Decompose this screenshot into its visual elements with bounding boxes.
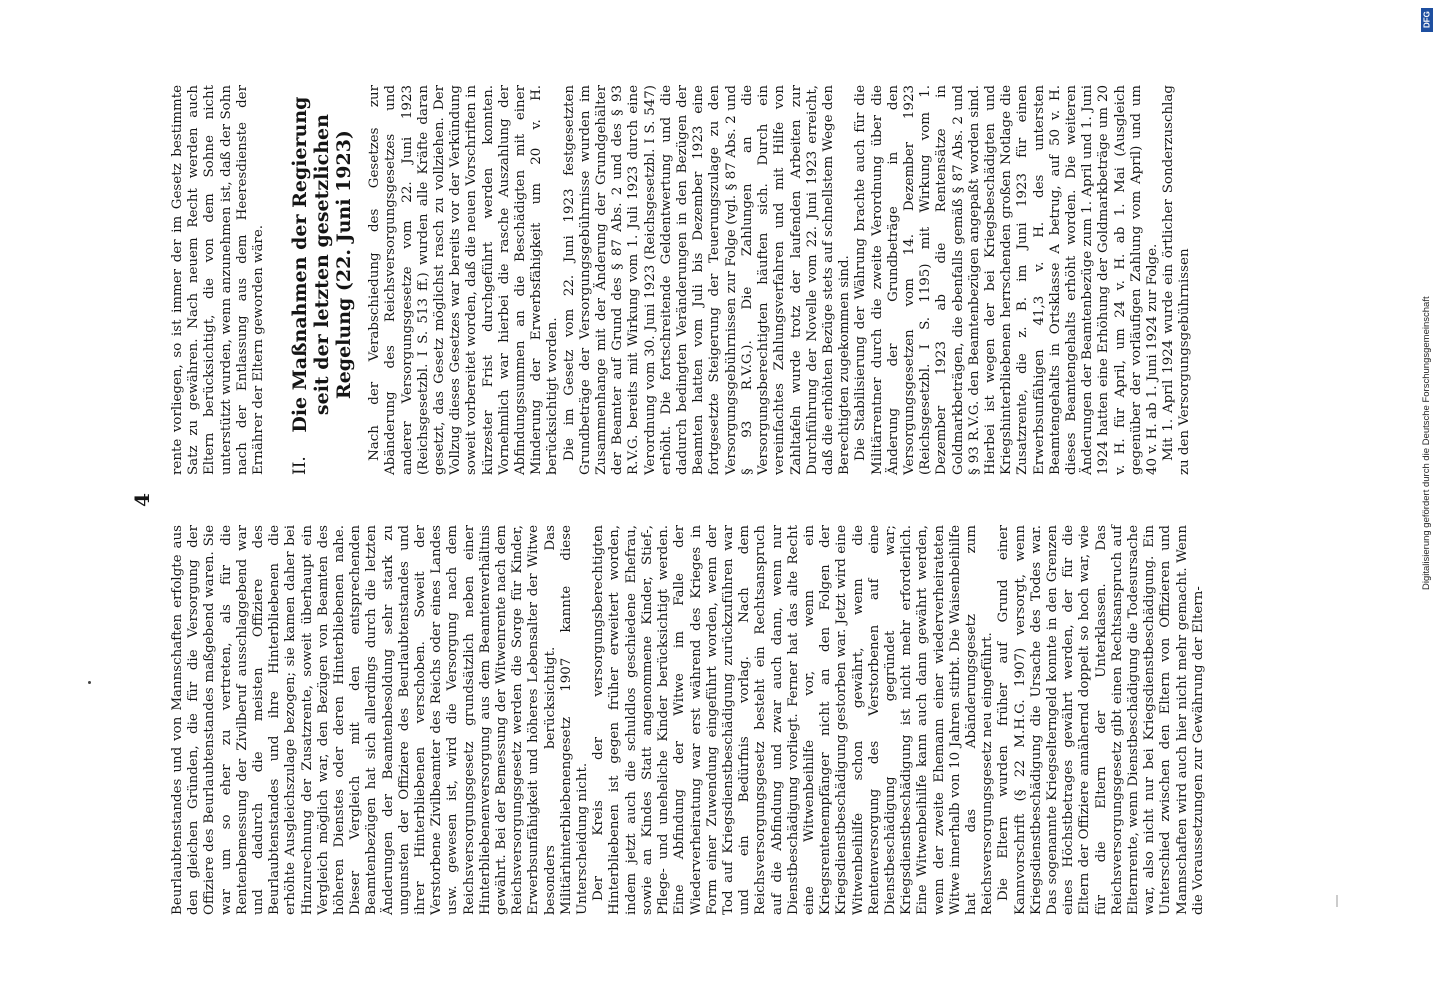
- print-speck: [88, 681, 91, 684]
- section-heading: [289, 85, 355, 475]
- dfg-logo: DFG: [1421, 8, 1433, 32]
- right-paragraph-intro: rente vorliegen, so ist immer der im Gesetz bestimmte Satz zu gewähren. Nach neuem Recht werden auch Eltern berücksichtigt, die von dem Sohne nicht unterstützt wurden, wenn anzunehmen ist, daß der Sohn nach der Entlassung aus dem Heeresdienste der Ernährer der Eltern geworden wäre.: [170, 85, 267, 475]
- left-paragraph-2: Der Kreis der versorgungsberechtigten Hinterbliebenen ist gegen früher erweitert worden, indem jetzt auch die schuldlos geschiedene Ehefrau, sowie an Kindes Statt angenommene Kinder, Stief-, Pflege- und uneheliche Kinder berücksichtigt werden. Eine Abfindung der Witwe im Falle der Wiederverheiratung war erst während des Krieges in Form einer Zuwendung eingeführt worden, wenn der Tod auf Kriegsdienstbeschädigung zurückzuführen war und ein Bedürfnis vorlag. Nach dem Reichsversorgungsgesetz besteht ein Rechtsanspruch auf die Abfindung und zwar auch dann, wenn nur Dienstbeschädigung vorliegt. Ferner hat das alte Recht eine Witwenbeihilfe vor, wenn ein Kriegsrentenempfänger nicht an den Folgen der Kriegsdienstbeschädigung gestorben war. Jetzt wird eine Witwenbeihilfe schon gewährt, wenn die Rentenversorgung des Verstorbenen auf eine Dienstbeschädigung gegründet war; Kriegsdienstbeschädigung ist nicht mehr erforderlich. Eine Witwenbeihilfe kann auch dann gewährt werden, wenn der zweite Ehemann einer wiederverheirateten Witwe innerhalb von 10 Jahren stirbt. Die Waisenbeihilfe hat das Abänderungsgesetz zum Reichsversorgungsgesetz neu eingeführt.: [591, 525, 996, 915]
- section-title: Die Maßnahmen der Regierung seit der letzten gesetzlichen Regelung (22. Juni 1923): [289, 96, 356, 433]
- right-column: [170, 85, 1270, 475]
- page-number: 4: [130, 493, 154, 507]
- right-paragraph-2: Die im Gesetz vom 22. Juni 1923 festgesetzten Grundbeträge der Versorgungsgebührnisse wurden im Zusammenhange mit der Änderung der Grundgehälter der Beamter auf Grund des § 87 Abs. 2 und des § 93 R.V.G. bereits mit Wirkung vom 1. Juli 1923 durch eine Verordnung vom 30. Juni 1923 (Reichsgesetzbl. I S. 547) erhöht. Die fortschreitende Geldentwertung und die dadurch bedingten Veränderungen in den Bezügen der Beamten hatten vom Juli bis Dezember 1923 eine fortgesetzte Steigerung der Teuerungszulage zu den Versorgungsgebührnissen zur Folge (vgl. § 87 Abs. 2 und § 93 R.V.G.). Die Zahlungen an die Versorgungsberechtigten häuften sich. Durch ein vereinfachtes Zahlungsverfahren und mit Hilfe von Zahltafeln wurde trotz der laufenden Arbeiten zur Durchführung der Novelle vom 22. Juni 1923 erreicht, daß die erhöhten Bezüge stets auf schnellstem Wege den Berechtigten zugekommen sind.: [561, 85, 853, 475]
- right-paragraph-3: Die Stabilisierung der Währung brachte auch für die Militärrentner durch die zweite Verordnung über die Änderung der Grundbeträge in den Versorgungsgesetzen vom 14. Dezember 1923 (Reichsgesetzbl. I S. 1195) mit Wirkung vom 1. Dezember 1923 ab die Rentensätze in Goldmarkbeträgen, die ebenfalls gemäß § 87 Abs. 2 und § 93 R.V.G. den Beamtenbezügen angepaßt worden sind. Hierbei ist wegen der bei Kriegsbeschädigten und Kriegshinterbliebenen herrschenden großen Notlage die Zusatzrente, die z. B. im Juni 1923 für einen Erwerbsunfähigen 41,3 v. H. des untersten Beamtengehalts in Ortsklasse A betrug, auf 50 v. H. dieses Beamtengehalts erhöht worden. Die weiteren Änderungen der Beamtenbezüge zum 1. April und 1. Juni 1924 hatten eine Erhöhung der Goldmarkbeträge um 20 v. H. für April, um 24 v. H. ab 1. Mai (Ausgleich gegenüber der vorläufigen Zahlung vom April) und um 40 v. H. ab 1. Juni 1924 zur Folge.: [853, 85, 1160, 475]
- rotated-page-content: [130, 85, 1270, 915]
- left-paragraph-1: Beurlaubtenstandes und von Mannschaften erfolgte aus den gleichen Gründen, die für die Versorgung der Offiziere des Beurlaubtenstandes maßgebend waren. Sie war um so eher zu vertreten, als für die Rentenbemessung der Zivilberuf ausschlaggebend war und dadurch die meisten Offiziere des Beurlaubtenstandes und ihre Hinterbliebenen die erhöhte Ausgleichszulage bezogen; sie kamen daher bei Hinzurechnung der Zusatzrente, soweit überhaupt ein Vergleich möglich war, den Bezügen von Beamten des höheren Dienstes oder deren Hinterbliebenen nahe. Dieser Vergleich mit den entsprechenden Beamtenbezügen hat sich allerdings durch die letzten Änderungen der Beamtenbesoldung sehr stark zu ungunsten der Offiziere des Beurlaubtenstandes und ihrer Hinterbliebenen verschoben. Soweit der Verstorbene Zivilbeamter des Reichs oder eines Landes usw. gewesen ist, wird die Versorgung nach dem Reichsversorgungsgesetz grundsätzlich neben einer Hinterbliebenenversorgung aus dem Beamtenverhältnis gewährt. Bei der Bemessung der Witwenrente nach dem Reichsversorgungsgesetz werden die Sorge für Kinder, Erwerbsunfähigkeit und höheres Lebensalter der Witwe besonders berücksichtigt. Das Militärhinterbliebenengesetz 1907 kannte diese Unterscheidung nicht.: [170, 525, 591, 915]
- binding-mark: [1336, 895, 1338, 907]
- section-number: II.: [290, 456, 311, 475]
- right-paragraph-1: Nach der Verabschiedung des Gesetzes zur Abänderung des Reichsversorgungsgesetzes und anderer Versorgungsgesetze vom 22. Juni 1923 (Reichsgesetzbl. I S. 513 ff.) wurden alle Kräfte daran gesetzt, das Gesetz möglichst rasch zu vollziehen. Der Vollzug dieses Gesetzes war bereits vor der Verkündung soweit vorbereitet worden, daß die neuen Vorschriften in kürzester Frist durchgeführt werden konnten. Vornehmlich war hierbei die rasche Auszahlung der Abfindungssummen an die Beschädigten mit einer Minderung der Erwerbsfähigkeit um 20 v. H. berücksichtigt worden.: [367, 85, 561, 475]
- left-paragraph-3: Die Eltern wurden früher auf Grund einer Kannvorschrift (§ 22 M.H.G. 1907) versorgt, wenn Kriegsdienstbeschädigung die Ursache des Todes war. Das sogenannte Kriegselterngeld konnte in den Grenzen eines Höchstbetrages gewährt werden, der für die Eltern der Offiziere annähernd doppelt so hoch war, wie für die Eltern der Unterklassen. Das Reichsversorgungsgesetz gibt einen Rechtsanspruch auf Elternrente, wenn Dienstbeschädigung die Todesursache war, also nicht nur bei Kriegsdienstbeschädigung. Ein Unterschied zwischen den Eltern von Offizieren und Mannschaften wird auch hier nicht mehr gemacht. Wenn die Voraussetzungen zur Gewährung der Eltern-: [996, 525, 1206, 915]
- digitization-credit: Digitalisierung gefördert durch die Deutsche Forschungsgemeinschaft: [1421, 296, 1432, 590]
- left-column: [170, 525, 1270, 915]
- right-paragraph-4: Mit 1. April 1924 wurde ein örtlicher Sonderzuschlag zu den Versorgungsgebührnissen: [1161, 85, 1193, 475]
